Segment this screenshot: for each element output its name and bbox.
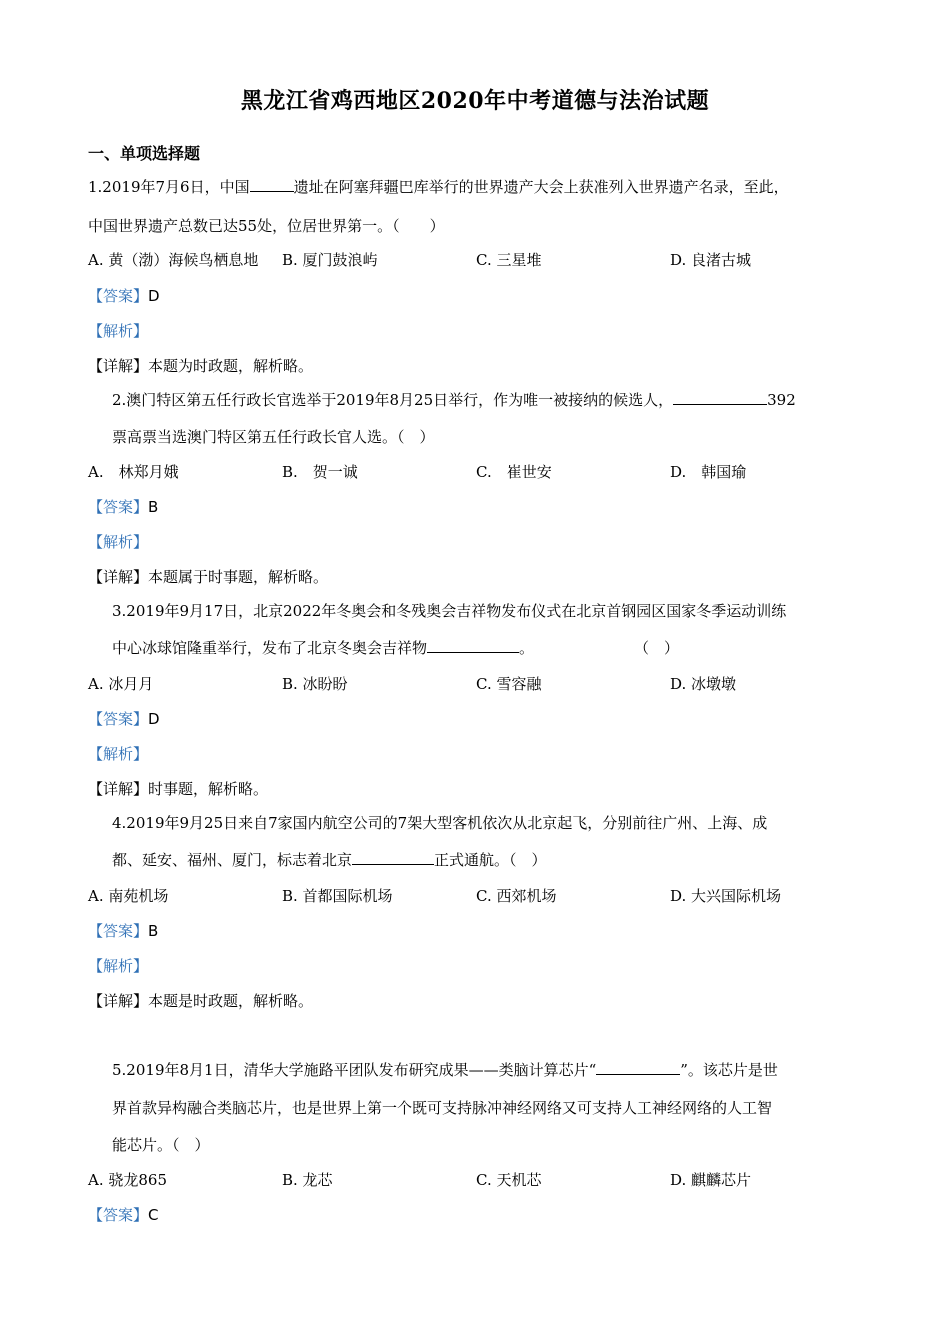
question-3-bracket: （ ） [634,639,680,657]
answer-line [88,496,158,517]
option-d: D. 韩国瑜 [670,463,747,481]
option-b: B. 首都国际机场 [282,887,393,905]
option-a: A. 林郑月娥 [88,463,179,481]
question-1-text: 1.2019年7月6日，中国 [88,178,250,196]
answer-value: B [148,498,159,516]
option-a: A. 骁龙865 [88,1171,167,1189]
detail-text: 本题是时政题，解析略。 [148,992,314,1010]
question-3-text: 。 [519,639,535,657]
question-1-line-2: 中国世界遗产总数已达55处，位居世界第一。（ ） [88,217,445,235]
option-b: B. 贺一诚 [282,463,358,481]
question-4-text: 正式通航。（ ） [434,851,547,869]
option-c: C. 雪容融 [476,675,542,693]
answer-blank [596,1060,680,1075]
answer-label: 【答案】 [88,287,149,305]
detail-line [88,355,313,376]
question-4-line-1: 4.2019年9月25日来自7家国内航空公司的7架大型客机依次从北京起飞，分别前往广州、上海、成 [112,814,768,832]
detail-text: 本题属于时事题，解析略。 [148,568,329,586]
question-3-text: 中心冰球馆隆重举行，发布了北京冬奥会吉祥物 [112,639,428,657]
analysis-label: 【解析】 [88,957,149,975]
analysis-line [88,531,148,552]
question-4-line-2 [112,849,547,870]
answer-blank [352,850,434,865]
answer-label: 【答案】 [88,922,149,940]
option-d: D. 麒麟芯片 [670,1171,752,1189]
section-heading: 一、单项选择题 [88,144,201,163]
detail-label: 【详解】 [88,780,149,798]
analysis-line [88,955,148,976]
option-b: B. 龙芯 [282,1171,333,1189]
answer-value: D [148,287,160,305]
detail-label: 【详解】 [88,357,149,375]
question-1-line-1 [88,176,789,197]
question-2-line-2: 票高票当选澳门特区第五任行政长官人选。（ ） [112,428,435,446]
option-c: C. 崔世安 [476,463,552,481]
answer-blank [673,390,767,405]
answer-label: 【答案】 [88,498,149,516]
question-5-text: 5.2019年8月1日，清华大学施路平团队发布研究成果——类脑计算芯片“ [112,1061,597,1079]
answer-line [88,1204,159,1225]
option-d: D. 大兴国际机场 [670,887,782,905]
answer-label: 【答案】 [88,1206,149,1224]
option-c: C. 三星堆 [476,251,542,269]
question-3-line-2 [112,637,534,658]
option-a: A. 冰月月 [88,675,154,693]
answer-value: B [148,922,159,940]
detail-label: 【详解】 [88,568,149,586]
page-title: 黑龙江省鸡西地区2020年中考道德与法治试题 [240,88,710,114]
question-1-text: 遗址在阿塞拜疆巴库举行的世界遗产大会上获准列入世界遗产名录，至此， [293,178,789,196]
question-3-line-1: 3.2019年9月17日，北京2022年冬奥会和冬残奥会吉祥物发布仪式在北京首钢园区国家冬季运动训练 [112,602,787,620]
analysis-line [88,743,148,764]
answer-blank [250,177,294,192]
answer-line [88,920,158,941]
option-d: D. 冰墩墩 [670,675,737,693]
option-a: A. 黄（渤）海候鸟栖息地 [88,251,259,269]
answer-label: 【答案】 [88,710,149,728]
question-5-line-1 [112,1059,778,1080]
option-c: C. 天机芯 [476,1171,542,1189]
analysis-line [88,320,148,341]
question-4-text: 都、延安、福州、厦门，标志着北京 [112,851,353,869]
detail-line [88,990,313,1011]
analysis-label: 【解析】 [88,745,149,763]
detail-line [88,778,268,799]
detail-text: 时事题，解析略。 [148,780,269,798]
answer-blank [427,638,519,653]
question-5-line-3: 能芯片。（ ） [112,1136,210,1154]
option-c: C. 西郊机场 [476,887,557,905]
analysis-label: 【解析】 [88,533,149,551]
question-2-text: 2.澳门特区第五任行政长官选举于2019年8月25日举行，作为唯一被接纳的候选人， [112,391,674,409]
question-2-text: 392 [767,391,796,409]
option-b: B. 冰盼盼 [282,675,348,693]
option-d: D. 良渚古城 [670,251,752,269]
detail-text: 本题为时政题，解析略。 [148,357,314,375]
option-b: B. 厦门鼓浪屿 [282,251,378,269]
answer-line [88,285,160,306]
question-2-line-1 [112,389,796,410]
question-5-line-2: 界首款异构融合类脑芯片，也是世界上第一个既可支持脉冲神经网络又可支持人工神经网络的人工智 [112,1099,773,1117]
analysis-label: 【解析】 [88,322,149,340]
answer-value: C [148,1206,159,1224]
detail-label: 【详解】 [88,992,149,1010]
answer-line [88,708,160,729]
detail-line [88,566,328,587]
option-a: A. 南苑机场 [88,887,169,905]
question-5-text: ”。该芯片是世 [680,1061,778,1079]
answer-value: D [148,710,160,728]
